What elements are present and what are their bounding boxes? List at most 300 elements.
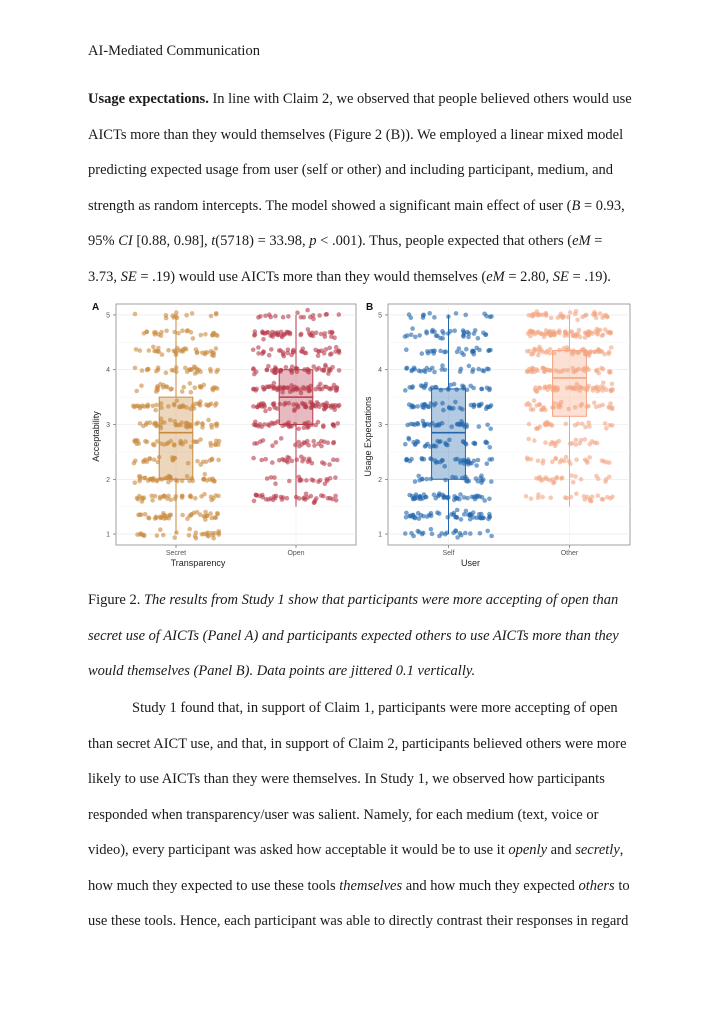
data-point: [329, 351, 334, 356]
data-point: [331, 422, 336, 427]
data-point: [583, 437, 588, 442]
data-point: [473, 441, 478, 446]
data-point: [539, 348, 544, 353]
data-point: [211, 388, 216, 393]
data-point: [403, 531, 408, 536]
data-point: [302, 426, 307, 431]
data-point: [272, 381, 277, 386]
data-point: [323, 334, 328, 339]
data-point: [489, 479, 494, 484]
data-point: [210, 531, 215, 536]
data-point: [573, 332, 578, 337]
data-point: [263, 314, 268, 319]
data-point: [286, 314, 291, 319]
data-point: [284, 365, 289, 370]
data-point: [289, 353, 294, 358]
y-tick-label: 2: [378, 476, 382, 484]
data-point: [471, 367, 476, 372]
data-point: [416, 529, 421, 534]
data-point: [588, 497, 593, 502]
data-point: [262, 403, 267, 408]
data-point: [203, 517, 208, 522]
data-point: [143, 439, 148, 444]
data-point: [147, 348, 152, 353]
data-point: [333, 494, 338, 499]
paragraph-line: 95% CI [0.88, 0.98], t(5718) = 33.98, p < .001). Thus, people expected that others (eM =: [88, 233, 603, 249]
data-point: [314, 331, 319, 336]
data-point: [301, 496, 306, 501]
running-head: AI-Mediated Communication: [88, 43, 260, 59]
data-point: [251, 348, 256, 353]
data-point: [332, 383, 337, 388]
data-point: [270, 460, 275, 465]
data-point: [202, 492, 207, 497]
data-point: [431, 349, 436, 354]
paragraph-usage-expectations: [88, 82, 648, 295]
data-point: [527, 422, 532, 427]
data-point: [551, 329, 556, 334]
box-secret: [159, 397, 193, 479]
data-point: [477, 424, 482, 429]
data-point: [153, 408, 158, 413]
data-point: [449, 512, 454, 517]
data-point: [216, 458, 221, 463]
data-point: [154, 403, 159, 408]
data-point: [329, 334, 334, 339]
data-point: [187, 527, 192, 532]
data-point: [474, 463, 479, 468]
data-point: [610, 382, 615, 387]
data-point: [142, 404, 147, 409]
data-point: [183, 366, 188, 371]
data-point: [200, 532, 205, 537]
data-point: [135, 438, 140, 443]
data-point: [403, 442, 408, 447]
data-point: [574, 457, 579, 462]
paragraph-line: likely to use AICTs than they were themselves. In Study 1, we observed how participants: [88, 771, 605, 787]
data-point: [543, 440, 548, 445]
data-point: [542, 335, 547, 340]
data-point: [583, 313, 588, 318]
data-point: [590, 439, 595, 444]
data-point: [337, 403, 342, 408]
data-point: [410, 326, 415, 331]
data-point: [328, 330, 333, 335]
data-point: [211, 331, 216, 336]
data-point: [131, 404, 136, 409]
y-tick-label: 5: [106, 312, 110, 320]
y-axis-title: Usage Expectations: [363, 396, 373, 477]
data-point: [314, 367, 319, 372]
data-point: [437, 493, 442, 498]
data-point: [270, 443, 275, 448]
data-point: [422, 368, 427, 373]
data-point: [256, 345, 261, 350]
data-point: [323, 364, 328, 369]
data-point: [600, 315, 605, 320]
data-point: [210, 353, 215, 358]
data-point: [271, 334, 276, 339]
data-point: [524, 494, 529, 499]
data-point: [429, 511, 434, 516]
data-point: [152, 349, 157, 354]
data-point: [138, 475, 143, 480]
data-point: [317, 313, 322, 318]
data-point: [417, 478, 422, 483]
data-point: [604, 477, 609, 482]
data-point: [148, 477, 153, 482]
data-point: [531, 312, 536, 317]
data-point: [199, 333, 204, 338]
data-point: [468, 517, 473, 522]
data-point: [477, 403, 482, 408]
data-point: [311, 439, 316, 444]
data-point: [133, 480, 138, 485]
data-point: [295, 457, 300, 462]
data-point: [285, 351, 290, 356]
data-point: [424, 477, 429, 482]
data-point: [191, 336, 196, 341]
data-point: [461, 334, 466, 339]
data-point: [440, 367, 445, 372]
data-point: [578, 441, 583, 446]
data-point: [485, 461, 490, 466]
data-point: [331, 403, 336, 408]
data-point: [265, 476, 270, 481]
data-point: [336, 421, 341, 426]
data-point: [438, 336, 443, 341]
paragraph-line: responded when transparency/user was salient. Namely, for each medium (text, voice or: [88, 806, 599, 823]
data-point: [164, 370, 169, 375]
paragraph-line: video), every participant was asked how acceptable it would be to use it openly and secretly,: [88, 842, 624, 858]
data-point: [166, 480, 171, 485]
data-point: [271, 498, 276, 503]
data-point: [308, 333, 313, 338]
data-point: [550, 477, 555, 482]
data-point: [417, 333, 422, 338]
data-point: [457, 346, 462, 351]
data-point: [319, 444, 324, 449]
figure-2-plots: [88, 298, 640, 574]
x-tick-label: Secret: [165, 550, 187, 557]
data-point: [256, 424, 261, 429]
data-point: [337, 368, 342, 373]
data-point: [441, 331, 446, 336]
data-point: [198, 399, 203, 404]
data-point: [455, 535, 460, 540]
data-point: [472, 459, 477, 464]
data-point: [476, 458, 481, 463]
data-point: [537, 476, 542, 481]
data-point: [472, 402, 477, 407]
data-point: [195, 370, 200, 375]
data-point: [532, 438, 537, 443]
data-point: [474, 346, 479, 351]
data-point: [432, 315, 437, 320]
data-point: [416, 511, 421, 516]
data-point: [202, 383, 207, 388]
caption-text: The results from Study 1 show that participants were more accepting of open than: [143, 592, 619, 608]
paragraph-line: Study 1 found that, in support of Claim 1, participants were more accepting of open: [132, 700, 618, 716]
data-point: [428, 368, 433, 373]
data-point: [190, 367, 195, 372]
data-point: [324, 401, 329, 406]
data-point: [424, 495, 429, 500]
data-point: [140, 368, 145, 373]
data-point: [412, 496, 417, 501]
data-point: [549, 422, 554, 427]
data-point: [189, 513, 194, 518]
paragraph-line: use these tools. Hence, each participant was able to directly contrast their responses in regard: [88, 913, 629, 929]
data-point: [440, 363, 445, 368]
data-point: [203, 350, 208, 355]
data-point: [607, 460, 612, 465]
data-point: [306, 327, 311, 332]
data-point: [334, 345, 339, 350]
data-point: [206, 404, 211, 409]
x-tick-label: Other: [560, 550, 579, 557]
data-point: [300, 349, 305, 354]
data-point: [318, 478, 323, 483]
caption-text: would themselves (Panel B). Data points are jittered 0.1 vertically.: [88, 663, 476, 679]
data-point: [437, 511, 442, 516]
data-point: [600, 497, 605, 502]
x-tick-label: Open: [287, 550, 305, 557]
data-point: [190, 311, 195, 316]
y-axis-title: Acceptability: [91, 411, 101, 462]
data-point: [420, 457, 425, 462]
data-point: [195, 459, 200, 464]
data-point: [480, 387, 485, 392]
data-point: [193, 401, 198, 406]
data-point: [280, 457, 285, 462]
data-point: [418, 495, 423, 500]
data-point: [315, 400, 320, 405]
data-point: [532, 347, 537, 352]
data-point: [151, 442, 156, 447]
data-point: [554, 456, 559, 461]
data-point: [138, 532, 143, 537]
data-point: [579, 477, 584, 482]
data-point: [526, 437, 531, 442]
data-point: [601, 367, 606, 372]
data-point: [559, 476, 564, 481]
data-point: [209, 314, 214, 319]
data-point: [281, 332, 286, 337]
data-point: [429, 527, 434, 532]
data-point: [261, 438, 266, 443]
data-point: [596, 493, 601, 498]
y-tick-label: 4: [106, 367, 110, 375]
panel-label: A: [92, 302, 100, 313]
data-point: [600, 403, 605, 408]
data-point: [484, 314, 489, 319]
data-point: [152, 330, 157, 335]
data-point: [583, 425, 588, 430]
data-point: [164, 329, 169, 334]
data-point: [538, 386, 543, 391]
data-point: [208, 511, 213, 516]
data-point: [574, 309, 579, 314]
data-point: [145, 367, 150, 372]
data-point: [142, 495, 147, 500]
data-point: [147, 456, 152, 461]
data-point: [592, 400, 597, 405]
data-point: [171, 368, 176, 373]
data-point: [214, 312, 219, 317]
data-point: [588, 350, 593, 355]
data-point: [257, 402, 262, 407]
data-point: [263, 409, 268, 414]
data-point: [409, 333, 414, 338]
data-point: [468, 384, 473, 389]
data-point: [543, 422, 548, 427]
data-point: [274, 440, 279, 445]
data-point: [404, 366, 409, 371]
data-point: [260, 495, 265, 500]
data-point: [604, 426, 609, 431]
data-point: [267, 407, 272, 412]
data-point: [254, 387, 259, 392]
data-point: [319, 493, 324, 498]
data-point: [180, 328, 185, 333]
data-point: [430, 532, 435, 537]
data-point: [214, 401, 219, 406]
data-point: [574, 438, 579, 443]
y-tick-label: 4: [378, 367, 382, 375]
data-point: [432, 329, 437, 334]
data-point: [286, 330, 291, 335]
data-point: [487, 348, 492, 353]
data-point: [306, 459, 311, 464]
y-tick-label: 1: [378, 531, 382, 539]
data-point: [145, 421, 150, 426]
data-point: [189, 390, 194, 395]
data-point: [594, 369, 599, 374]
data-point: [210, 457, 215, 462]
data-point: [403, 388, 408, 393]
data-point: [608, 423, 613, 428]
data-point: [462, 495, 467, 500]
data-point: [328, 387, 333, 392]
data-point: [279, 436, 284, 441]
data-point: [168, 513, 173, 518]
data-point: [137, 494, 142, 499]
data-point: [427, 311, 432, 316]
data-point: [251, 367, 256, 372]
data-point: [299, 315, 304, 320]
data-point: [297, 444, 302, 449]
data-point: [327, 346, 332, 351]
data-point: [421, 419, 426, 424]
data-point: [310, 477, 315, 482]
data-point: [598, 311, 603, 316]
data-point: [184, 313, 189, 318]
data-point: [200, 422, 205, 427]
data-point: [268, 315, 273, 320]
data-point: [271, 402, 276, 407]
data-point: [485, 423, 490, 428]
data-point: [603, 421, 608, 426]
data-point: [299, 332, 304, 337]
data-point: [133, 312, 138, 317]
data-point: [483, 440, 488, 445]
data-point: [261, 385, 266, 390]
data-point: [475, 516, 480, 521]
data-point: [472, 331, 477, 336]
data-point: [610, 405, 615, 410]
data-point: [407, 312, 412, 317]
data-point: [164, 313, 169, 318]
caption-label: Figure 2.: [88, 592, 144, 608]
data-point: [412, 366, 417, 371]
section-heading: Usage expectations.: [88, 91, 209, 107]
data-point: [151, 404, 156, 409]
data-point: [284, 458, 289, 463]
data-point: [206, 418, 211, 423]
data-point: [458, 369, 463, 374]
data-point: [536, 492, 541, 497]
data-point: [464, 509, 469, 514]
data-point: [145, 329, 150, 334]
data-point: [324, 477, 329, 482]
data-point: [452, 382, 457, 387]
y-tick-label: 5: [378, 312, 382, 320]
data-point: [298, 477, 303, 482]
data-point: [319, 439, 324, 444]
data-point: [536, 458, 541, 463]
data-point: [421, 514, 426, 519]
data-point: [252, 499, 257, 504]
x-axis-title: User: [460, 558, 481, 568]
data-point: [183, 346, 188, 351]
data-point: [216, 494, 221, 499]
data-point: [595, 332, 600, 337]
data-point: [476, 336, 481, 341]
y-tick-label: 3: [106, 422, 110, 429]
data-point: [198, 437, 203, 442]
data-point: [201, 477, 206, 482]
data-point: [454, 529, 459, 534]
data-point: [409, 531, 414, 536]
paragraph-line: than secret AICT use, and that, in support of Claim 2, participants believed others were more: [88, 735, 627, 752]
data-point: [143, 512, 148, 517]
data-point: [532, 398, 537, 403]
data-point: [217, 532, 222, 537]
data-point: [216, 442, 221, 447]
data-point: [164, 384, 169, 389]
data-point: [585, 332, 590, 337]
data-point: [311, 313, 316, 318]
data-point: [263, 457, 268, 462]
data-point: [601, 381, 606, 386]
data-point: [277, 348, 282, 353]
data-point: [153, 494, 158, 499]
data-point: [488, 427, 493, 432]
data-point: [466, 335, 471, 340]
data-point: [296, 427, 301, 432]
data-point: [322, 385, 327, 390]
data-point: [570, 441, 575, 446]
data-point: [488, 445, 493, 450]
data-point: [331, 457, 336, 462]
data-point: [161, 533, 166, 538]
data-point: [413, 479, 418, 484]
data-point: [195, 351, 200, 356]
data-point: [568, 310, 573, 315]
data-point: [254, 493, 259, 498]
data-point: [602, 352, 607, 357]
